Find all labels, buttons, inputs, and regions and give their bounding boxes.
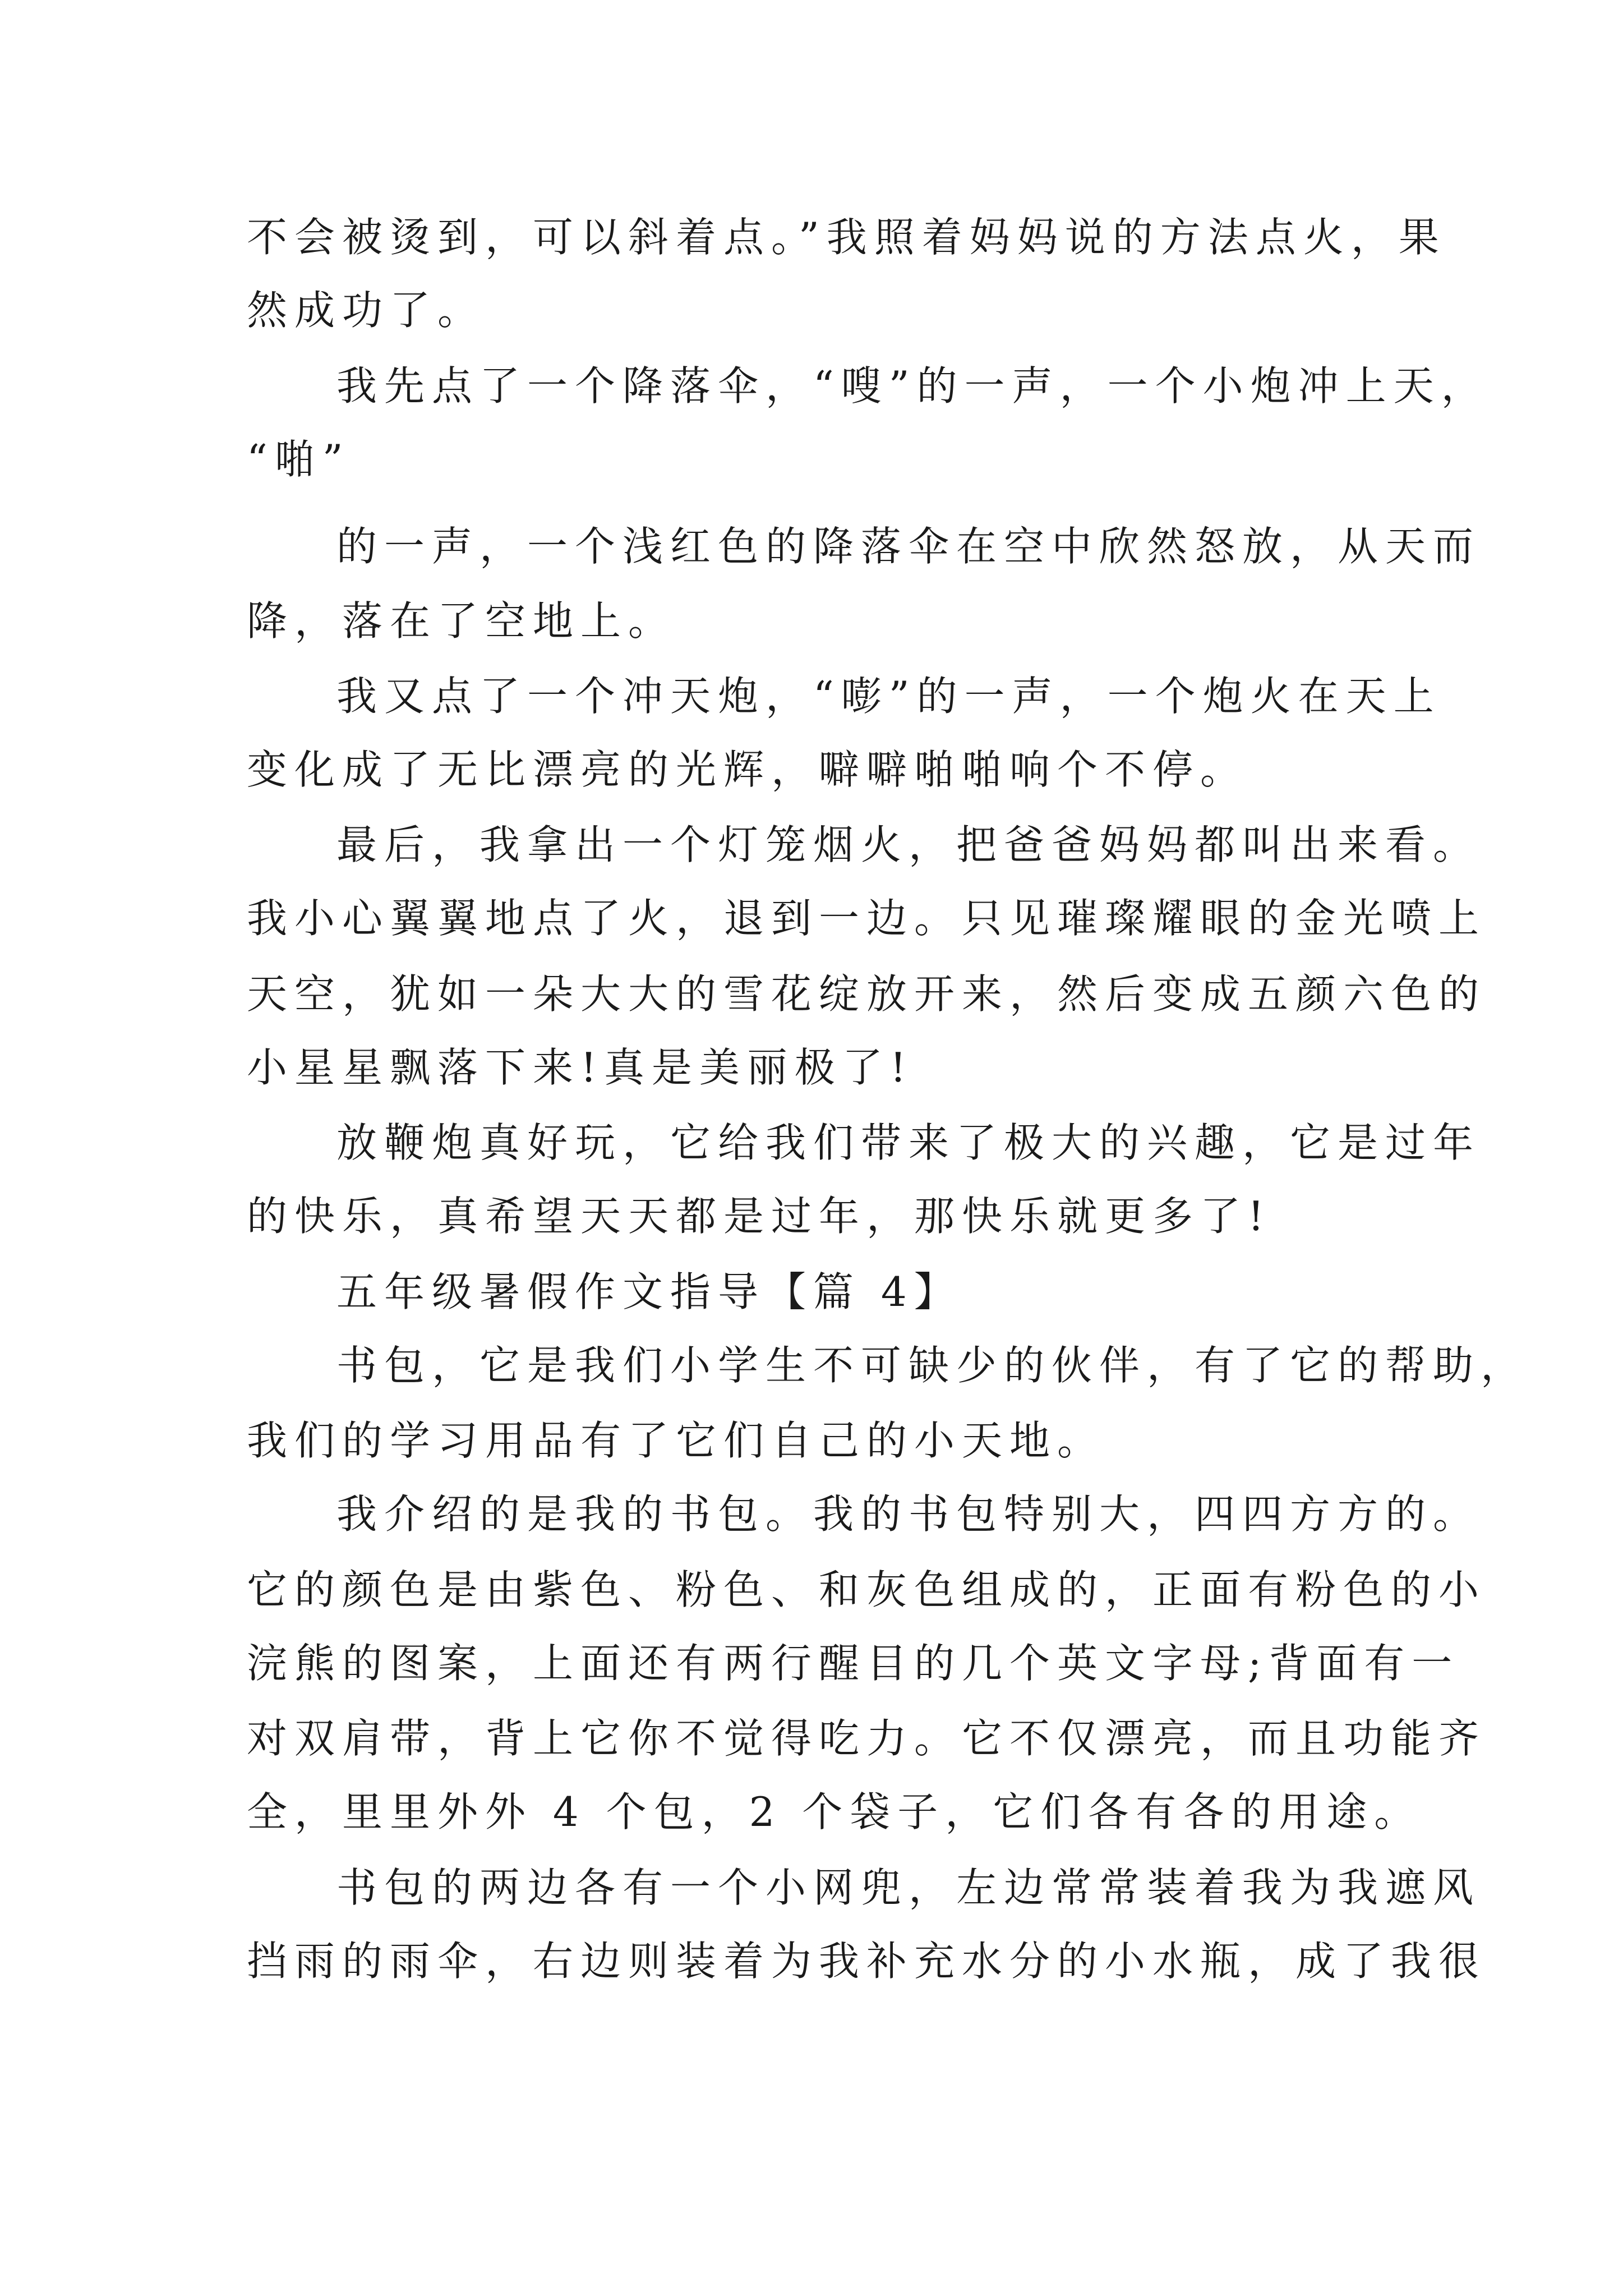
text-line: 的快乐，真希望天天都是过年，那快乐就更多了!	[247, 1193, 1271, 1240]
text-line: 小星星飘落下来!真是美丽极了!	[247, 1044, 914, 1091]
text-line: 挡雨的雨伞，右边则装着为我补充水分的小水瓶，成了我很	[247, 1938, 1487, 1985]
paragraph-start: 书包的两边各有一个小网兜，左边常常装着我为我遮风	[336, 1864, 1481, 1911]
text-line: 降，落在了空地上。	[247, 597, 676, 645]
text-line: “啪”	[247, 436, 351, 483]
text-line: 浣熊的图案，上面还有两行醒目的几个英文字母;背面有一	[247, 1640, 1460, 1687]
section-heading: 五年级暑假作文指导【篇 4】	[336, 1268, 962, 1315]
paragraph-start: 我又点了一个冲天炮，“嘭”的一声，一个炮火在天上	[336, 673, 1441, 720]
text-line: 不会被烫到，可以斜着点。”我照着妈妈说的方法点火，果	[247, 214, 1446, 261]
text-line: 它的颜色是由紫色、粉色、和灰色组成的，正面有粉色的小	[247, 1566, 1487, 1613]
text-line: 然成功了。	[247, 287, 486, 334]
text-line: 我小心翼翼地点了火，退到一边。只见璀璨耀眼的金光喷上	[247, 895, 1487, 942]
text-line: 变化成了无比漂亮的光辉，噼噼啪啪响个不停。	[247, 746, 1248, 793]
paragraph-start: 最后，我拿出一个灯笼烟火，把爸爸妈妈都叫出来看。	[336, 821, 1481, 868]
text-line: 天空，犹如一朵大大的雪花绽放开来，然后变成五颜六色的	[247, 970, 1487, 1018]
paragraph-start: 放鞭炮真好玩，它给我们带来了极大的兴趣，它是过年	[336, 1119, 1481, 1166]
text-line: 全，里里外外 4 个包，2 个袋子，它们各有各的用途。	[247, 1788, 1422, 1835]
paragraph-start: 的一声，一个浅红色的降落伞在空中欣然怒放，从天而	[336, 523, 1481, 570]
paragraph-start: 我先点了一个降落伞，“嗖”的一声，一个小炮冲上天，	[336, 362, 1489, 409]
paragraph-start: 书包，它是我们小学生不可缺少的伙伴，有了它的帮助，	[336, 1342, 1529, 1389]
paragraph-start: 我介绍的是我的书包。我的书包特别大，四四方方的。	[336, 1490, 1481, 1538]
text-line: 对双肩带，背上它你不觉得吃力。它不仅漂亮，而且功能齐	[247, 1715, 1487, 1762]
text-line: 我们的学习用品有了它们自己的小天地。	[247, 1417, 1105, 1464]
